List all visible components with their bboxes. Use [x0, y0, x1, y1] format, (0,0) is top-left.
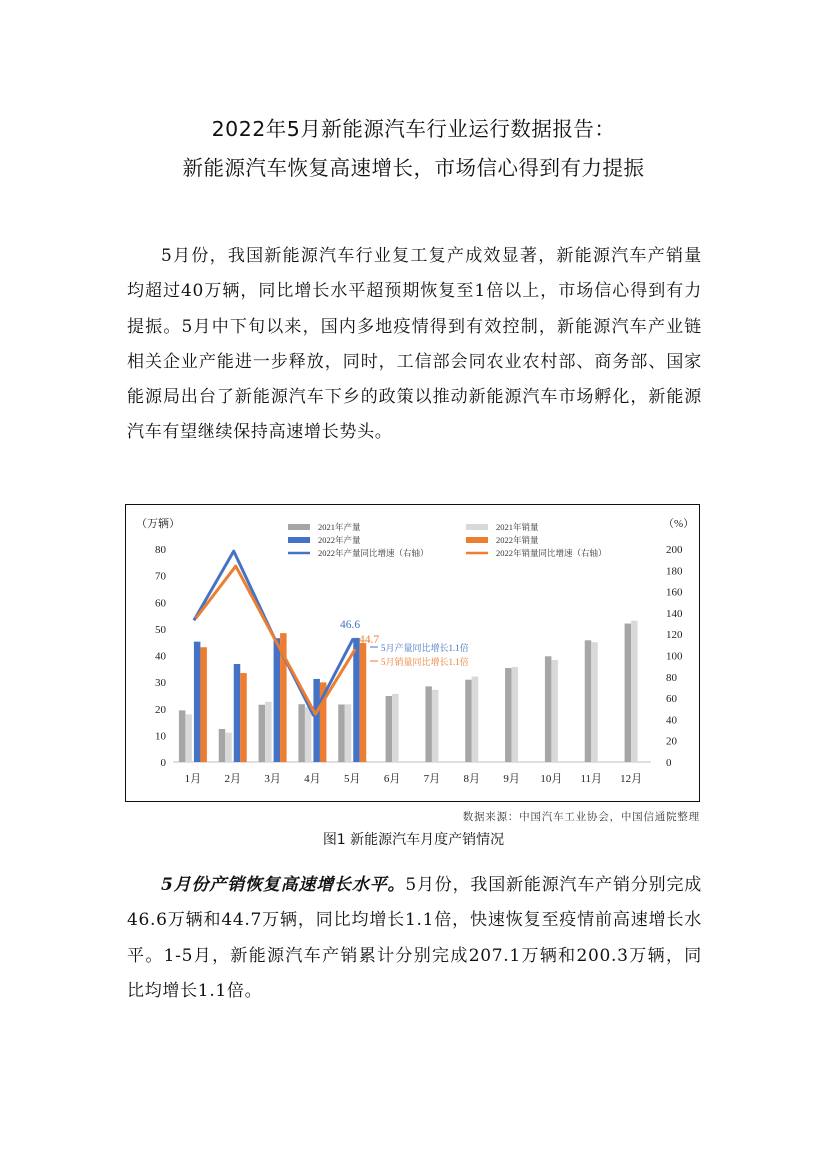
bar-2021-sales	[551, 660, 558, 762]
bar-2021-sales	[472, 677, 479, 762]
legend-swatch	[466, 524, 488, 530]
y-left-tick-label: 60	[155, 597, 166, 610]
y-right-tick-label: 200	[666, 544, 683, 556]
intro-paragraph	[127, 239, 702, 451]
bar-2022-production	[234, 664, 241, 762]
figure-caption: 图1 新能源汽车月度产销情况	[322, 832, 505, 848]
y-left-tick-label: 50	[155, 623, 166, 636]
bar-2021-sales	[432, 690, 439, 762]
y-right-tick-label: 60	[666, 693, 677, 706]
report-title-line1: 2022年5月新能源汽车行业运行数据报告：	[211, 117, 616, 141]
y-right-tick-label: 0	[666, 757, 672, 769]
bar-2021-sales	[512, 667, 519, 762]
x-tick-label: 1月	[184, 773, 202, 785]
bar-2021-production	[298, 704, 305, 762]
y-right-tick-label: 120	[666, 629, 683, 642]
x-tick-label: 8月	[463, 773, 480, 785]
monthly-chart	[125, 504, 700, 802]
section-lead: 5月份产销恢复高速增长水平。	[161, 875, 406, 895]
bar-2021-production	[545, 656, 552, 762]
x-tick-label: 7月	[423, 773, 441, 785]
section-body: 5月份，我国新能源汽车产销分别完成46.6万辆和44.7万辆，同比均增长1.1倍，快速恢复至疫情前高速增长水平。1-5月，新能源汽车产销累计分别完成207.1万辆和200.3万辆，同比均增长1.1倍。	[127, 875, 702, 1001]
bar-2021-production	[465, 680, 472, 762]
intro-paragraph-text: 5月份，我国新能源汽车行业复工复产成效显著，新能源汽车产销量均超过40万辆，同比增长水平超预期恢复至1倍以上，市场信心得到有力提振。5月中下旬以来，国内多地疫情得到有效控制，新能源汽车产业链相关企业产能进一步释放，同时，工信部会同农业农村部、商务部、国家能源局出台了新能源汽车下乡的政策以推动新能源汽车市场孵化，新能源汽车有望继续保持高速增长势头。	[127, 246, 702, 443]
x-tick-label: 10月	[540, 773, 563, 785]
bar-2022-production	[353, 638, 360, 762]
legend-entry: 2022年产量	[318, 535, 361, 545]
bar-2021-production	[625, 624, 632, 762]
x-tick-label: 3月	[264, 773, 281, 785]
bar-2021-production	[338, 704, 345, 762]
y-left-tick-label: 40	[155, 650, 166, 663]
bar-2021-sales	[591, 642, 598, 762]
bar-2022-production	[313, 679, 320, 762]
y-right-tick-label: 100	[666, 650, 683, 663]
legend-swatch	[288, 537, 310, 543]
y-right-tick-label: 20	[666, 735, 677, 748]
bar-2021-sales	[225, 733, 232, 762]
bar-2021-sales	[185, 714, 192, 762]
y-left-tick-label: 30	[155, 677, 166, 690]
legend-entry: 2022年销量同比增速（右轴）	[496, 548, 607, 558]
legend-swatch	[288, 524, 310, 530]
source-note: 数据来源：中国汽车工业协会，中国信通院整理	[462, 811, 700, 823]
x-tick-label: 4月	[304, 773, 321, 785]
bar-2021-production	[425, 686, 432, 762]
x-tick-label: 9月	[503, 773, 520, 785]
data-label-sales-may: 44.7	[359, 634, 380, 646]
legend-entry: 2021年销量	[496, 522, 539, 532]
bar-2021-sales	[305, 707, 312, 762]
bar-2022-sales	[240, 673, 247, 762]
report-title-line2: 新能源汽车恢复高速增长，市场信心得到有力提振	[182, 156, 645, 180]
x-tick-label: 11月	[580, 773, 603, 785]
legend-swatch	[466, 537, 488, 543]
y-right-tick-label: 140	[666, 607, 683, 620]
bar-2021-sales	[392, 694, 399, 762]
bar-2021-production	[585, 640, 592, 762]
section-paragraph	[127, 868, 702, 1009]
bar-2021-sales	[631, 621, 638, 762]
y-left-tick-label: 80	[155, 544, 166, 556]
y-right-axis-label: （%）	[663, 518, 695, 530]
x-tick-label: 5月	[344, 773, 361, 785]
y-right-tick-label: 40	[666, 714, 677, 727]
bar-2022-production	[194, 642, 201, 762]
bar-2022-production	[274, 638, 281, 762]
x-tick-label: 6月	[383, 773, 401, 785]
bar-2022-sales	[360, 643, 367, 762]
data-label-production-may: 46.6	[340, 619, 361, 631]
y-left-tick-label: 70	[155, 570, 166, 583]
y-right-tick-label: 180	[666, 565, 683, 578]
bar-2021-sales	[265, 702, 272, 762]
x-tick-label: 2月	[224, 773, 241, 785]
annotation-production: 5月产量同比增长1.1倍	[381, 643, 469, 653]
legend-entry: 2022年产量同比增速（右轴）	[318, 548, 429, 558]
bar-2021-production	[179, 710, 186, 762]
chart-svg	[126, 505, 699, 801]
y-left-tick-label: 20	[155, 703, 166, 716]
bar-2021-production	[259, 705, 266, 762]
bar-2021-production	[505, 668, 512, 762]
y-right-tick-label: 160	[666, 586, 683, 599]
y-left-tick-label: 10	[155, 730, 166, 743]
bar-2021-sales	[345, 704, 352, 762]
y-left-axis-label: （万辆）	[136, 518, 180, 530]
bar-2021-production	[219, 729, 226, 762]
y-right-tick-label: 80	[666, 671, 677, 684]
bar-2022-sales	[200, 647, 207, 762]
legend-entry: 2021年产量	[318, 522, 361, 532]
bar-2021-production	[386, 696, 393, 762]
legend-entry: 2022年销量	[496, 535, 539, 545]
annotation-sales: 5月销量同比增长1.1倍	[381, 657, 469, 667]
x-tick-label: 12月	[620, 773, 643, 785]
y-left-tick-label: 0	[160, 757, 166, 769]
